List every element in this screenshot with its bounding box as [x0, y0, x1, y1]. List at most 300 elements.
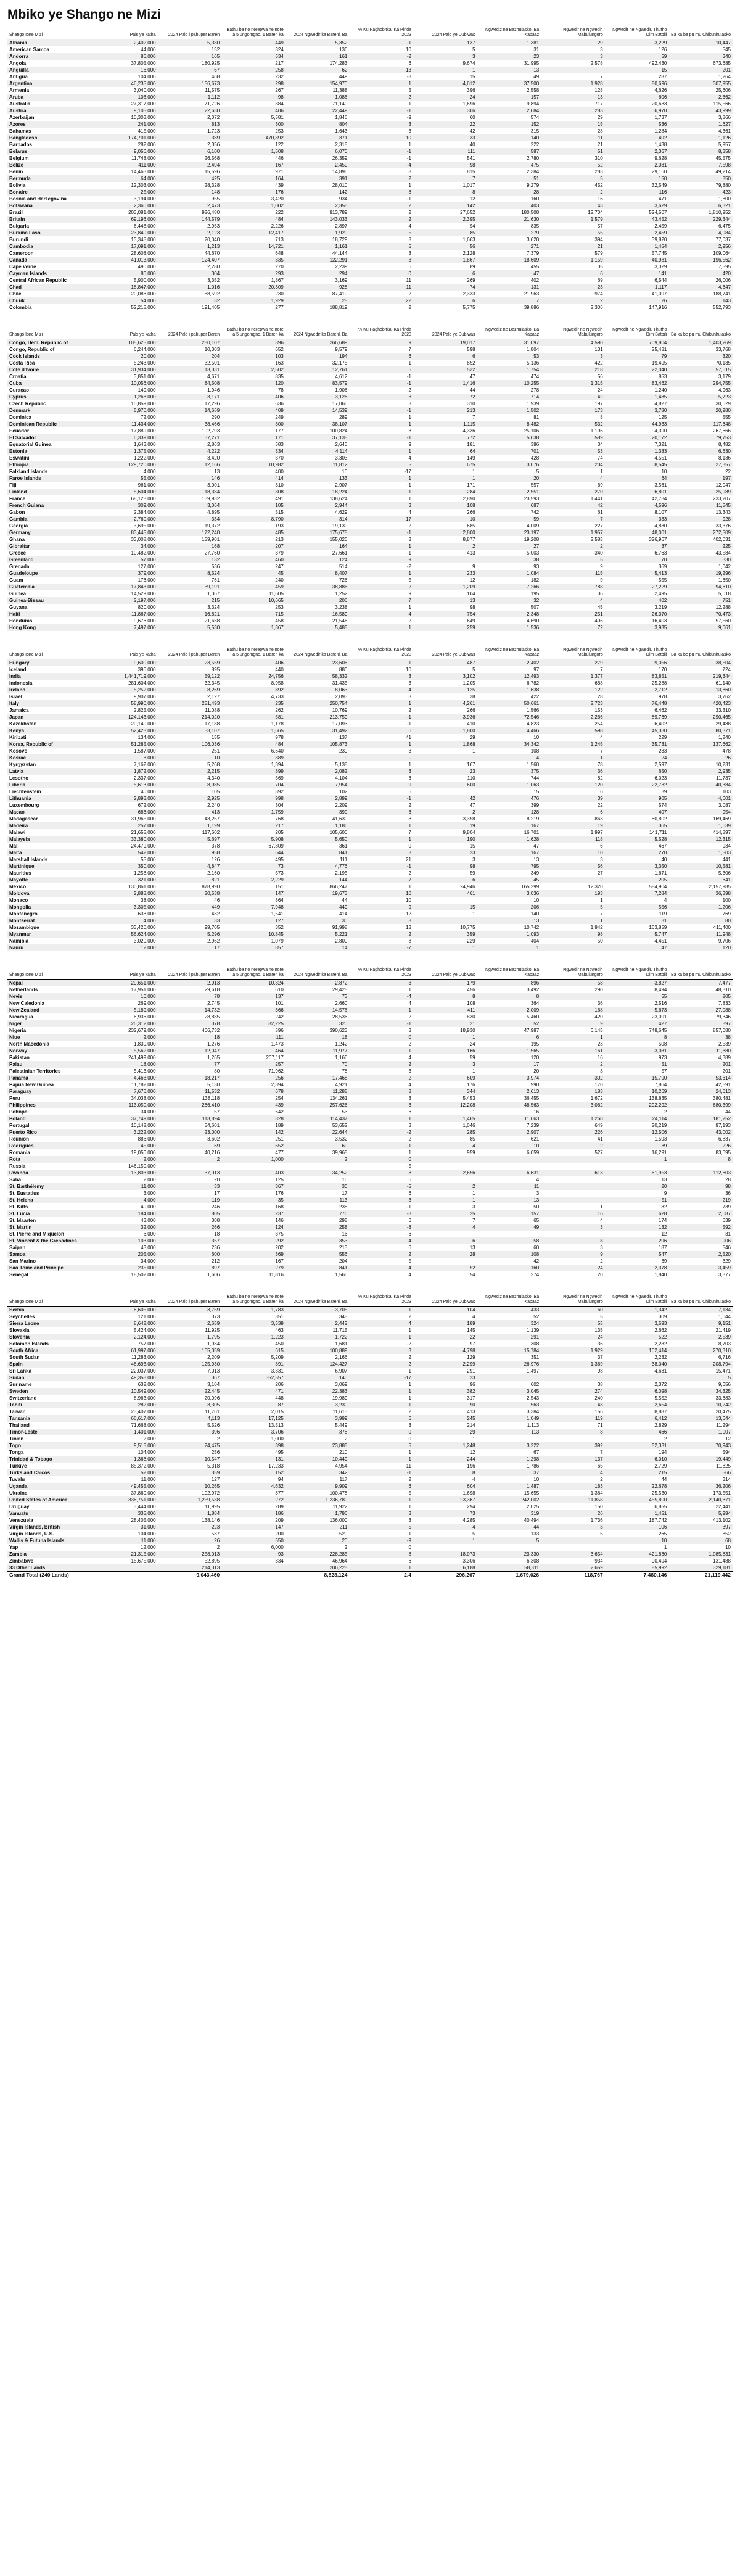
land-name: Finland [7, 489, 94, 495]
table-cell: 19,296 [668, 570, 733, 577]
table-cell: 1,268 [541, 1115, 605, 1122]
table-cell: 396,000 [138, 667, 156, 672]
table-row [7, 788, 733, 795]
table-cell: 6,801 [605, 489, 669, 495]
table-cell: 955 [211, 196, 220, 202]
table-cell: 34,038,000 [131, 1096, 156, 1101]
table-cell: 43,002 [668, 1129, 733, 1136]
table-cell: 2,360,000 [94, 202, 158, 209]
land-name: United States of America [7, 1496, 94, 1503]
table-cell: 2,684 [477, 107, 541, 114]
column-header: Bathu ba no nerepwa ne nore a 5 ungomgno, 1 Baren ka [221, 1295, 286, 1307]
land-name: Nauru [7, 944, 94, 951]
table-cell: 239 [339, 748, 348, 754]
table-cell: 165,299 [521, 884, 540, 890]
table-cell: 124,143,000 [94, 714, 158, 720]
table-cell: 2,893,000 [94, 795, 158, 802]
table-cell: 2,009 [477, 1007, 541, 1013]
table-cell: 1,868 [413, 741, 477, 748]
table-row [7, 863, 733, 870]
table-cell: 38,886 [286, 584, 350, 590]
table-cell: 2,082 [286, 768, 350, 775]
table-cell: 4 [408, 455, 411, 461]
table-cell: 42,591 [715, 1082, 731, 1088]
table-row [7, 373, 733, 380]
table-row [7, 1334, 733, 1340]
table-cell: 195 [530, 1041, 540, 1047]
table-cell: -1 [349, 1020, 413, 1027]
table-cell: 21 [597, 142, 603, 147]
table-cell: 3,602 [207, 1136, 220, 1142]
table-cell: 359 [413, 931, 477, 938]
table-cell: 73 [413, 1510, 477, 1517]
table-cell: 31,934,000 [94, 366, 158, 373]
table-cell: 44 [469, 387, 475, 393]
table-cell: 203,081,000 [128, 210, 156, 215]
table-cell: 251 [211, 748, 220, 754]
table-cell: 3,492 [527, 987, 540, 993]
table-cell [541, 1183, 605, 1190]
table-cell: 94 [278, 1477, 284, 1482]
table-cell: 229 [467, 938, 475, 944]
table-cell: 3,866 [718, 115, 731, 120]
table-cell: 24 [469, 1041, 475, 1047]
table-cell: 406,732 [202, 1028, 220, 1033]
table-cell: 13 [413, 597, 477, 604]
table-cell: 2,660 [335, 1001, 348, 1006]
table-cell: 52,331 [605, 1442, 669, 1449]
table-cell: 367 [158, 1374, 222, 1381]
table-cell: 294 [467, 1504, 475, 1509]
table-cell: 6,412 [605, 1415, 669, 1422]
table-cell: 1,117 [605, 284, 669, 291]
table-cell: 55 [605, 993, 669, 1000]
table-cell: 137 [413, 39, 477, 47]
table-cell: 280,107 [158, 339, 222, 347]
table-cell: 8 [349, 189, 413, 196]
table-cell: 835 [530, 223, 540, 229]
table-cell [541, 1163, 605, 1170]
table-cell: 167 [221, 162, 286, 168]
table-cell: 51,285,000 [94, 741, 158, 748]
table-cell: -1 [406, 721, 411, 727]
table-row [7, 849, 733, 856]
table-cell: 106,000 [94, 94, 158, 101]
table-cell: -1 [349, 795, 413, 802]
land-name: Bosnia and Herzegovina [9, 196, 67, 202]
table-cell: 1 [349, 700, 413, 707]
table-cell: 247 [275, 564, 284, 569]
table-row [7, 931, 733, 938]
table-cell: 9,661 [668, 624, 733, 631]
table-cell: 8,703 [718, 1341, 731, 1347]
land-name: Mali [9, 843, 19, 849]
table-cell: 86,000 [94, 270, 158, 277]
table-cell: 213,759 [286, 714, 350, 720]
table-cell: 6 [408, 1218, 411, 1223]
table-cell: 2,197,000 [94, 597, 158, 604]
table-cell: 47 [533, 843, 540, 849]
land-name: Central African Republic [9, 278, 67, 283]
table-cell: 3 [349, 257, 413, 263]
table-cell: 587 [477, 148, 541, 155]
table-cell: 52 [533, 1314, 540, 1319]
table-cell: 1 [408, 101, 411, 107]
table-cell: 584,904 [649, 884, 667, 890]
table-cell [477, 1435, 541, 1442]
table-cell: 257,000 [94, 822, 158, 829]
table-cell: 238 [339, 1204, 348, 1210]
table-cell: 45 [597, 605, 603, 610]
land-name: Madagascar [9, 816, 38, 822]
table-row [7, 1496, 733, 1503]
table-cell: 1,786 [527, 1463, 540, 1469]
table-cell: 2 [664, 1109, 667, 1115]
table-cell: 4,285 [462, 1517, 475, 1523]
table-cell: 57,745 [651, 250, 667, 256]
table-cell: 515 [275, 510, 284, 515]
table-cell: 1 [349, 570, 413, 577]
table-cell: 594 [722, 1450, 731, 1455]
table-cell: 1 [600, 469, 603, 474]
table-cell: 7,595 [718, 264, 731, 270]
table-cell: 210 [339, 1450, 348, 1455]
land-name: Falkland Islands [9, 469, 48, 474]
table-cell: 2,520 [668, 1251, 733, 1258]
table-cell: 21,638 [204, 618, 220, 624]
table-cell: 12,320 [588, 884, 603, 890]
table-cell: 150 [594, 1504, 603, 1509]
table-row [7, 522, 733, 529]
table-row [7, 434, 733, 441]
table-cell: 589 [541, 434, 605, 441]
table-cell: 314 [286, 516, 350, 522]
table-row [7, 1020, 733, 1027]
land-name: Spain [7, 1361, 94, 1368]
table-cell: 2,597 [654, 762, 667, 767]
table-cell [413, 556, 477, 563]
land-name: Austria [7, 107, 94, 114]
table-cell: 137,662 [668, 741, 733, 748]
table-cell: 379 [275, 550, 284, 556]
table-row [7, 80, 733, 87]
table-cell: 228,285 [286, 1551, 350, 1558]
table-cell: 79,880 [715, 183, 731, 188]
table-cell: 415,000 [138, 128, 156, 134]
table-cell: 978 [658, 694, 667, 700]
table-cell: 2,348 [477, 611, 541, 617]
table-row [7, 421, 733, 427]
table-cell: 5,775 [462, 305, 475, 310]
table-cell: 4,000 [94, 1197, 158, 1203]
land-name: Guam [9, 577, 23, 583]
table-row [7, 944, 733, 951]
column-header: % Ku Paghobitka. Ka Pinda 2023 [349, 1295, 413, 1307]
table-cell: 182 [658, 1204, 667, 1210]
table-cell: 1,242 [335, 1041, 348, 1047]
land-name: Kiribati [9, 735, 27, 740]
table-cell: 68,128,000 [131, 496, 156, 502]
table-cell: 22,445 [158, 1388, 222, 1395]
table-cell: 113,894 [158, 1115, 222, 1122]
table-cell: 144,579 [158, 216, 222, 223]
table-cell: 31 [533, 47, 540, 52]
table-cell: 73 [221, 863, 286, 870]
table-row [7, 263, 733, 270]
table-cell: 6 [408, 264, 411, 270]
table-cell: 4,847 [158, 863, 222, 870]
table-cell: 1 [408, 1382, 411, 1387]
table-row [7, 346, 733, 353]
table-cell: 166 [413, 1047, 477, 1054]
table-cell: 12,761 [286, 366, 350, 373]
table-cell: 1,441 [590, 496, 603, 502]
table-cell: 120 [541, 782, 605, 788]
table-cell: 188,819 [329, 305, 348, 310]
table-cell: 1,199 [158, 822, 222, 829]
table-cell: 3 [600, 1245, 603, 1250]
table-cell: 954 [668, 809, 733, 815]
table-cell: 105 [221, 502, 286, 509]
table-cell: 14,463,000 [131, 169, 156, 175]
table-cell: 537 [211, 1531, 220, 1537]
table-cell: 277 [275, 305, 284, 310]
land-name: Ethiopia [7, 461, 94, 468]
land-name: Taiwan [9, 1409, 26, 1414]
table-cell: 45,575 [715, 155, 731, 161]
table-cell: 165 [158, 53, 222, 60]
table-cell: 632,000 [138, 1382, 156, 1387]
table-cell: 1,186 [286, 822, 350, 829]
table-cell: 557 [530, 482, 540, 488]
table-cell: 21,630 [477, 216, 541, 223]
table-cell: 11,816 [268, 1272, 284, 1278]
table-cell: 4,468,000 [94, 1075, 158, 1081]
table-cell: 15,596 [204, 169, 220, 175]
table-cell: 1 [349, 1402, 413, 1408]
table-cell: 22,678 [605, 1483, 669, 1490]
table-cell: 105,625,000 [94, 339, 158, 347]
table-cell: 292 [221, 1237, 286, 1244]
table-cell: 5,562,000 [94, 1047, 158, 1054]
table-cell: 1,906 [335, 387, 348, 393]
table-cell: 11,283,000 [131, 1355, 156, 1360]
table-cell: 18 [214, 1231, 220, 1237]
table-cell: 349 [530, 870, 540, 876]
table-cell: 1 [472, 1191, 475, 1196]
table-cell: 38 [597, 1382, 603, 1387]
table-cell: 25,106 [524, 428, 540, 434]
table-cell: 3 [349, 1088, 413, 1095]
table-cell: 20 [597, 1272, 603, 1278]
table-cell: 2,745 [207, 1001, 220, 1006]
table-cell: 621 [530, 1136, 540, 1142]
table-cell: 18,609 [477, 257, 541, 263]
table-cell: 709,804 [605, 339, 669, 347]
table-cell: 1,438 [654, 142, 667, 147]
table-cell: 233 [413, 570, 477, 577]
table-cell: 9,600,000 [94, 659, 158, 667]
table-row [7, 1115, 733, 1122]
table-cell: 1,252 [335, 591, 348, 597]
table-cell: 644 [221, 849, 286, 856]
table-cell: 439 [221, 1102, 286, 1108]
table-cell: 14 [286, 944, 350, 951]
table-cell: 15,784 [477, 1347, 541, 1354]
land-name: Guyana [9, 605, 28, 610]
table-cell: 11,613 [332, 1409, 348, 1414]
table-cell: 1 [349, 659, 413, 667]
table-cell: 2,459 [286, 162, 350, 168]
table-cell: 4,466 [477, 727, 541, 734]
table-cell: 156,673 [158, 80, 222, 87]
table-cell: 5,528 [605, 836, 669, 843]
table-cell: 642 [275, 1109, 284, 1115]
table-cell: 714 [477, 394, 541, 400]
table-cell: 11 [477, 1183, 541, 1190]
table-cell: 11,737 [716, 775, 731, 781]
table-row [7, 870, 733, 877]
table-cell: 2 [664, 1436, 667, 1442]
table-cell: 240 [594, 1395, 603, 1401]
table-cell: 351 [530, 1355, 540, 1360]
table-cell: 5,530 [158, 624, 222, 631]
column-header: Bathu ba no nerepwa ne nore a 5 ungomgno, 1 Baren ka [221, 28, 286, 39]
table-cell: 32,000 [94, 1224, 158, 1231]
table-cell: 1,840 [654, 1272, 667, 1278]
table-cell: 371 [286, 134, 350, 141]
table-cell: 12,047 [715, 482, 731, 488]
table-cell: 33,380,000 [94, 836, 158, 843]
table-cell: 569 [275, 775, 284, 781]
table-cell: 2,140,871 [668, 1496, 733, 1503]
table-cell: 28,536 [332, 1014, 348, 1020]
table-cell: 2,925 [158, 795, 222, 802]
table-cell: 934 [594, 1558, 603, 1564]
table-cell: 208,794 [668, 1361, 733, 1368]
table-row [7, 1251, 733, 1258]
table-cell: 307,955 [668, 80, 733, 87]
table-cell: 4,984 [668, 229, 733, 236]
table-cell: 463 [275, 1327, 284, 1333]
land-name: Côte d'Ivoire [7, 366, 94, 373]
table-cell: 197 [668, 475, 733, 482]
land-name: Niue [7, 1034, 94, 1041]
table-cell: 377 [275, 1490, 284, 1496]
table-cell: 38,040 [605, 1361, 669, 1368]
land-name: Antigua [9, 74, 28, 80]
table-cell: 24,756 [221, 673, 286, 680]
table-cell: 350,000 [94, 863, 158, 870]
land-name: Palestinian Territories [9, 1068, 61, 1074]
table-cell: -1 [406, 1531, 411, 1537]
table-row [7, 1136, 733, 1142]
table-cell: -1 [406, 482, 411, 488]
table-cell: 934 [722, 843, 731, 849]
table-cell: 100,824 [329, 428, 348, 434]
table-cell: 37 [477, 1469, 541, 1476]
table-cell: 262 [275, 708, 284, 713]
grand-total-cell: 9,043,460 [158, 1572, 222, 1579]
table-cell: 9 [664, 1191, 667, 1196]
table-cell: 573 [275, 870, 284, 876]
column-header: 2024 Palo i pahuper Baren [158, 328, 222, 339]
table-cell: 17,843,000 [94, 584, 158, 590]
table-cell: 402,031 [713, 537, 731, 542]
table-cell: 4,671 [207, 374, 220, 379]
table-cell: 11,925 [205, 1327, 220, 1333]
land-name: Slovakia [9, 1327, 30, 1333]
table-cell: 1,206 [668, 904, 733, 910]
table-cell: 3 [349, 121, 413, 128]
table-cell: 60 [469, 115, 475, 120]
land-name: Solomon Islands [9, 1341, 49, 1347]
table-cell: 583 [275, 442, 284, 447]
table-cell: 78 [158, 993, 222, 1000]
table-cell: 492,430 [649, 60, 667, 66]
table-cell: 4 [408, 223, 411, 229]
table-row [7, 339, 733, 347]
table-cell: 476 [477, 795, 541, 802]
table-cell: 1,079 [271, 938, 284, 944]
table-cell: 464 [221, 1047, 286, 1054]
table-cell: 213 [413, 407, 477, 414]
table-cell: 913,789 [329, 210, 348, 215]
table-cell: 6,321 [668, 202, 733, 209]
table-cell: 1,928 [541, 80, 605, 87]
land-name: Uganda [7, 1483, 94, 1490]
table-cell: 1,606 [207, 1272, 220, 1278]
column-header: Ngwedir ne Ngwedir. Mabulungoro [541, 328, 605, 339]
table-cell: 85 [413, 229, 477, 236]
table-cell: 6 [413, 877, 477, 883]
table-cell: 1 [408, 496, 411, 502]
land-name: Pakistan [9, 1055, 30, 1060]
table-cell: 1,240 [654, 387, 667, 393]
table-cell: 536 [211, 564, 220, 569]
table-cell: 1,284 [654, 128, 667, 134]
table-cell: 406 [594, 618, 603, 624]
table-cell: 85 [469, 1136, 475, 1142]
land-name: Macao [7, 809, 94, 815]
table-cell: 3,974 [477, 1075, 541, 1081]
table-row [7, 216, 733, 223]
table-cell: 24,475 [158, 1442, 222, 1449]
table-cell: 12,288 [715, 605, 731, 610]
table-row [7, 687, 733, 693]
table-cell: 6,631 [477, 1170, 541, 1176]
table-cell: 3,420 [271, 196, 284, 202]
table-cell: 396 [221, 339, 286, 347]
land-name: Saba [9, 1177, 22, 1183]
table-cell [413, 1156, 477, 1163]
table-cell: 9,515,000 [94, 1442, 158, 1449]
table-cell: 212 [211, 1258, 220, 1264]
land-name: Mexico [9, 884, 27, 890]
land-name: Nigeria [9, 1028, 27, 1033]
land-name: Virgin Islands, U.S. [9, 1531, 54, 1537]
table-cell: 6,402 [654, 721, 667, 727]
table-cell: 139,932 [202, 496, 220, 502]
table-cell: 413 [158, 809, 222, 815]
table-cell: 253 [275, 605, 284, 610]
table-cell: 361 [339, 843, 348, 849]
table-cell: 2 [349, 175, 413, 182]
table-cell: 103 [221, 353, 286, 360]
land-name: Guatemala [7, 584, 94, 590]
land-name: St. Lucia [7, 1210, 94, 1217]
land-name: Azerbaijan [9, 115, 35, 120]
